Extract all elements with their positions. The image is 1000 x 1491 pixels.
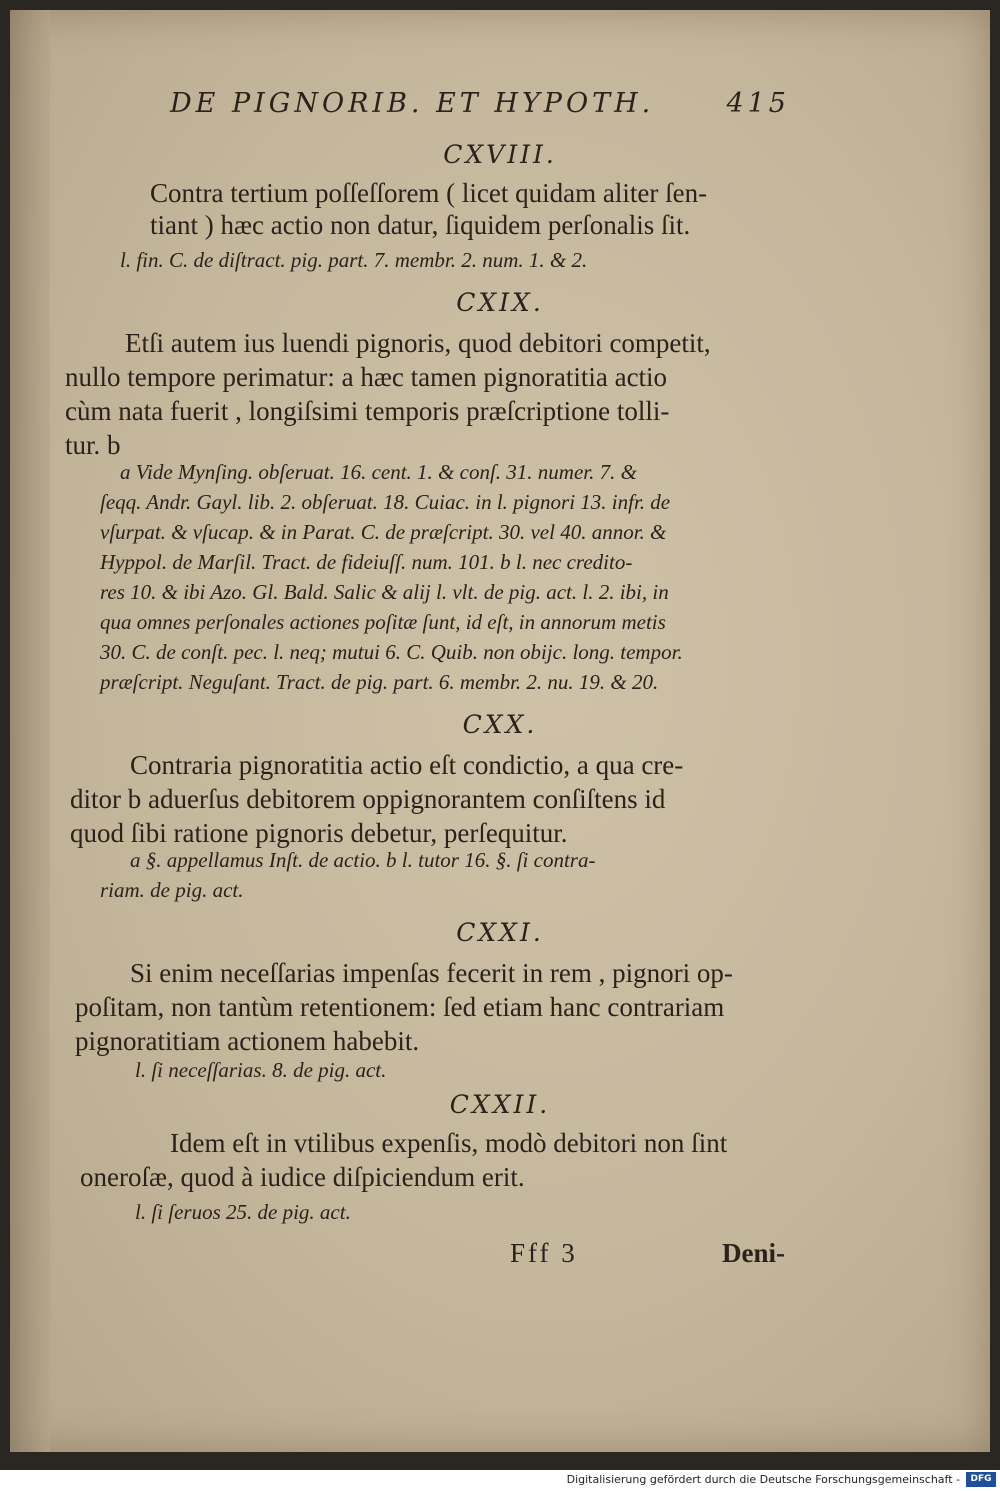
body-line: Contra tertium poſſeſſorem ( licet quidam aliter ſen-	[150, 178, 708, 208]
signature-mark: Fff 3	[510, 1238, 578, 1268]
dfg-logo: DFG	[966, 1472, 996, 1487]
body-line: nullo tempore perimatur: a hæc tamen pignoratitia actio	[65, 362, 668, 392]
catchword: Deni-	[722, 1238, 785, 1268]
citation-note: riam. de pig. act.	[100, 878, 244, 902]
body-line: Etſi autem ius luendi pignoris, quod debitori competit,	[125, 328, 711, 358]
book-page	[10, 10, 990, 1452]
body-line: tiant ) hæc actio non datur, ſiquidem perſonalis ſit.	[150, 210, 691, 240]
citation-note: a §. appellamus Inſt. de actio. b l. tutor 16. §. ſi contra-	[130, 848, 596, 872]
citation-note: vſurpat. & vſucap. & in Parat. C. de præſcript. 30. vel 40. annor. &	[100, 520, 667, 544]
citation-note: res 10. & ibi Azo. Gl. Bald. Salic & alij l. vlt. de pig. act. l. 2. ibi, in	[100, 580, 669, 604]
running-title: DE PIGNORIB. ET HYPOTH.	[170, 88, 655, 119]
body-line: Contraria pignoratitia actio eſt condictio, a qua cre-	[130, 750, 684, 780]
citation-note: l. ſi neceſſarias. 8. de pig. act.	[135, 1058, 387, 1082]
body-line: poſitam, non tantùm retentionem: ſed etiam hanc contrariam	[75, 992, 725, 1022]
section-heading: CXX.	[462, 710, 538, 739]
section-heading: CXXI.	[456, 918, 544, 947]
citation-note: præſcript. Neguſant. Tract. de pig. part. 6. membr. 2. nu. 19. & 20.	[100, 670, 659, 694]
citation-note: l. fin. C. de diſtract. pig. part. 7. membr. 2. num. 1. & 2.	[120, 248, 588, 272]
citation-note: qua omnes perſonales actiones poſitæ ſunt, id eſt, in annorum metis	[100, 610, 666, 634]
citation-note: a Vide Mynſing. obſeruat. 16. cent. 1. & conſ. 31. numer. 7. &	[120, 460, 637, 484]
funding-credit: Digitalisierung gefördert durch die Deutsche Forschungsgemeinschaft -	[566, 1473, 960, 1486]
citation-note: l. ſi ſeruos 25. de pig. act.	[135, 1200, 351, 1224]
body-line: cùm nata fuerit , longiſsimi temporis præſcriptione tolli-	[65, 396, 670, 426]
section-heading: CXXII.	[449, 1090, 551, 1119]
body-line: ditor b aduerſus debitorem oppignorantem conſiſtens id	[70, 784, 666, 814]
body-line: oneroſæ, quod à iudice diſpiciendum erit.	[80, 1162, 525, 1192]
citation-note: Hyppol. de Marſil. Tract. de fideiuſſ. num. 101. b l. nec credito-	[100, 550, 633, 574]
section-heading: CXVIII.	[443, 140, 557, 169]
citation-note: ſeqq. Andr. Gayl. lib. 2. obſeruat. 18. Cuiac. in l. pignori 13. infr. de	[100, 490, 671, 514]
body-line: Si enim neceſſarias impenſas fecerit in rem , pignori op-	[130, 958, 733, 988]
citation-note: 30. C. de conſt. pec. l. neq; mutui 6. C. Quib. non obijc. long. tempor.	[100, 640, 683, 664]
page-number: 415	[726, 88, 790, 119]
section-heading: CXIX.	[456, 288, 544, 317]
credit-bar	[0, 1470, 1000, 1491]
body-line: Idem eſt in vtilibus expenſis, modò debitori non ſint	[170, 1128, 728, 1158]
body-line: quod ſibi ratione pignoris debetur, perſequitur.	[70, 818, 568, 848]
body-line: pignoratitiam actionem habebit.	[75, 1026, 420, 1056]
body-line: tur. b	[65, 430, 121, 460]
running-header	[170, 88, 790, 128]
